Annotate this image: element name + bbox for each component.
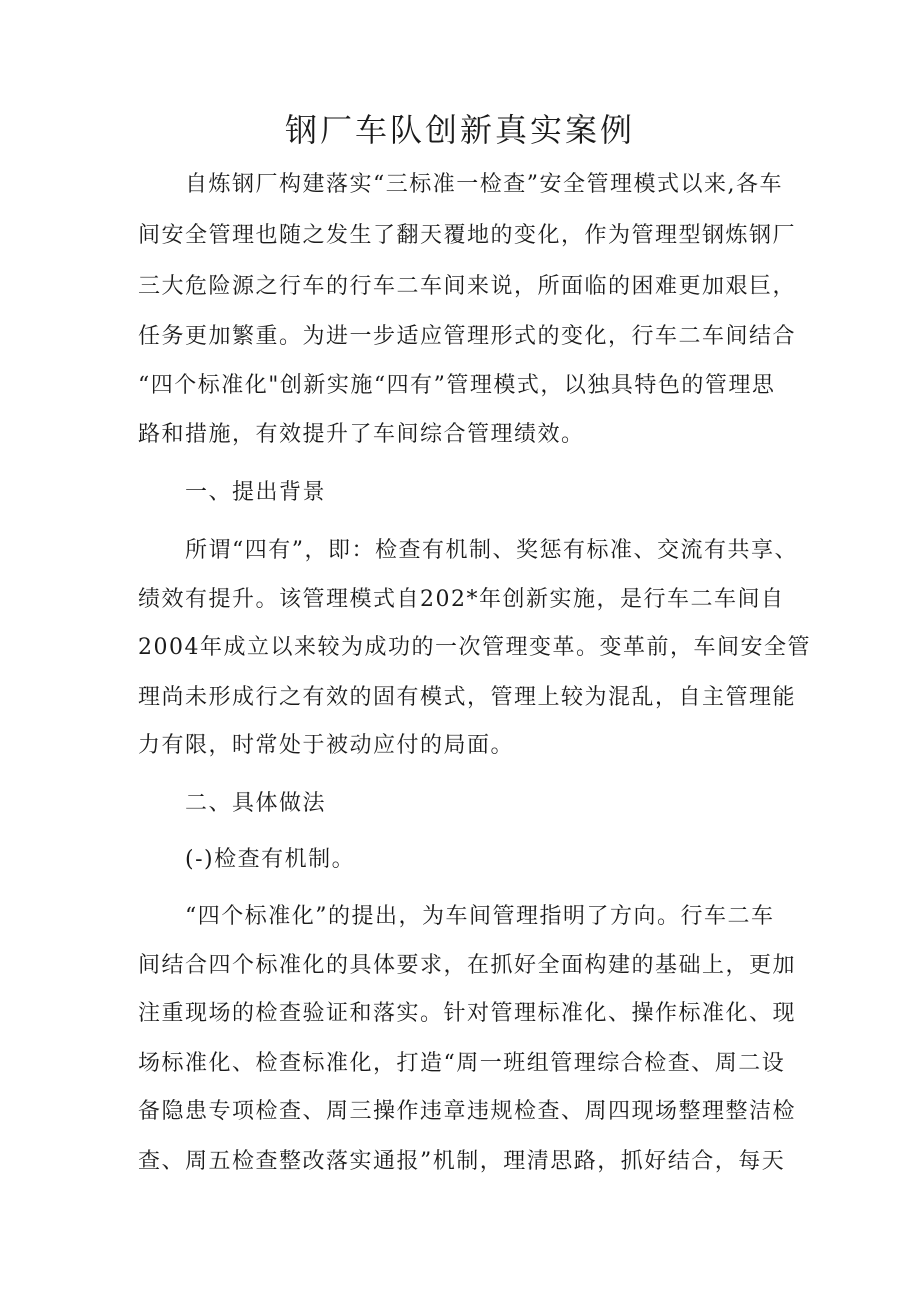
paragraph-line: 力有限，时常处于被动应付的局面。	[138, 733, 515, 758]
document-title: 钢厂车队创新真实案例	[284, 111, 635, 149]
paragraph-line: 查、周五检查整改落实通报”机制，理清思路，抓好结合，每天	[138, 1149, 786, 1174]
paragraph-line: 路和措施，有效提升了车间综合管理绩效。	[138, 422, 585, 447]
paragraph-line: 场标准化、检查标准化，打造“周一班组管理综合检查、周二设	[138, 1051, 786, 1076]
subsection-heading: (-)检查有机制。	[138, 847, 356, 872]
paragraph-line: 间安全管理也随之发生了翻天覆地的变化，作为管理型钢炼钢厂	[138, 223, 797, 248]
paragraph-line: 任务更加繁重。为进一步适应管理形式的变化，行车二车间结合	[138, 324, 797, 349]
paragraph-line: 理尚未形成行之有效的固有模式，管理上较为混乱，自主管理能	[138, 685, 797, 710]
paragraph-line: 三大危险源之行车的行车二车间来说，所面临的困难更加艰巨，	[138, 274, 797, 299]
paragraph-line: 注重现场的检查验证和落实。针对管理标准化、操作标准化、现	[138, 1001, 797, 1026]
paragraph-line: 绩效有提升。该管理模式自202*年创新实施，是行车二车间自	[138, 587, 785, 612]
paragraph-line: “四个标准化”的提出，为车间管理指明了方向。行车二车	[138, 904, 775, 929]
paragraph-line: 2004年成立以来较为成功的一次管理变革。变革前，车间安全管	[138, 635, 811, 660]
section-heading: 二、具体做法	[138, 791, 327, 816]
paragraph-line: 自炼钢厂构建落实“三标准一检查”安全管理模式以来,各车	[138, 172, 783, 197]
paragraph-line: “四个标准化"创新实施“四有”管理模式，以独具特色的管理思	[138, 373, 776, 398]
paragraph-line: 间结合四个标准化的具体要求，在抓好全面构建的基础上，更加	[138, 953, 797, 978]
section-heading: 一、提出背景	[138, 480, 327, 505]
paragraph-line: 所谓“四有”，即：检查有机制、奖惩有标准、交流有共享、	[138, 538, 798, 563]
paragraph-line: 备隐患专项检查、周三操作违章违规检查、周四现场整理整洁检	[138, 1099, 797, 1124]
